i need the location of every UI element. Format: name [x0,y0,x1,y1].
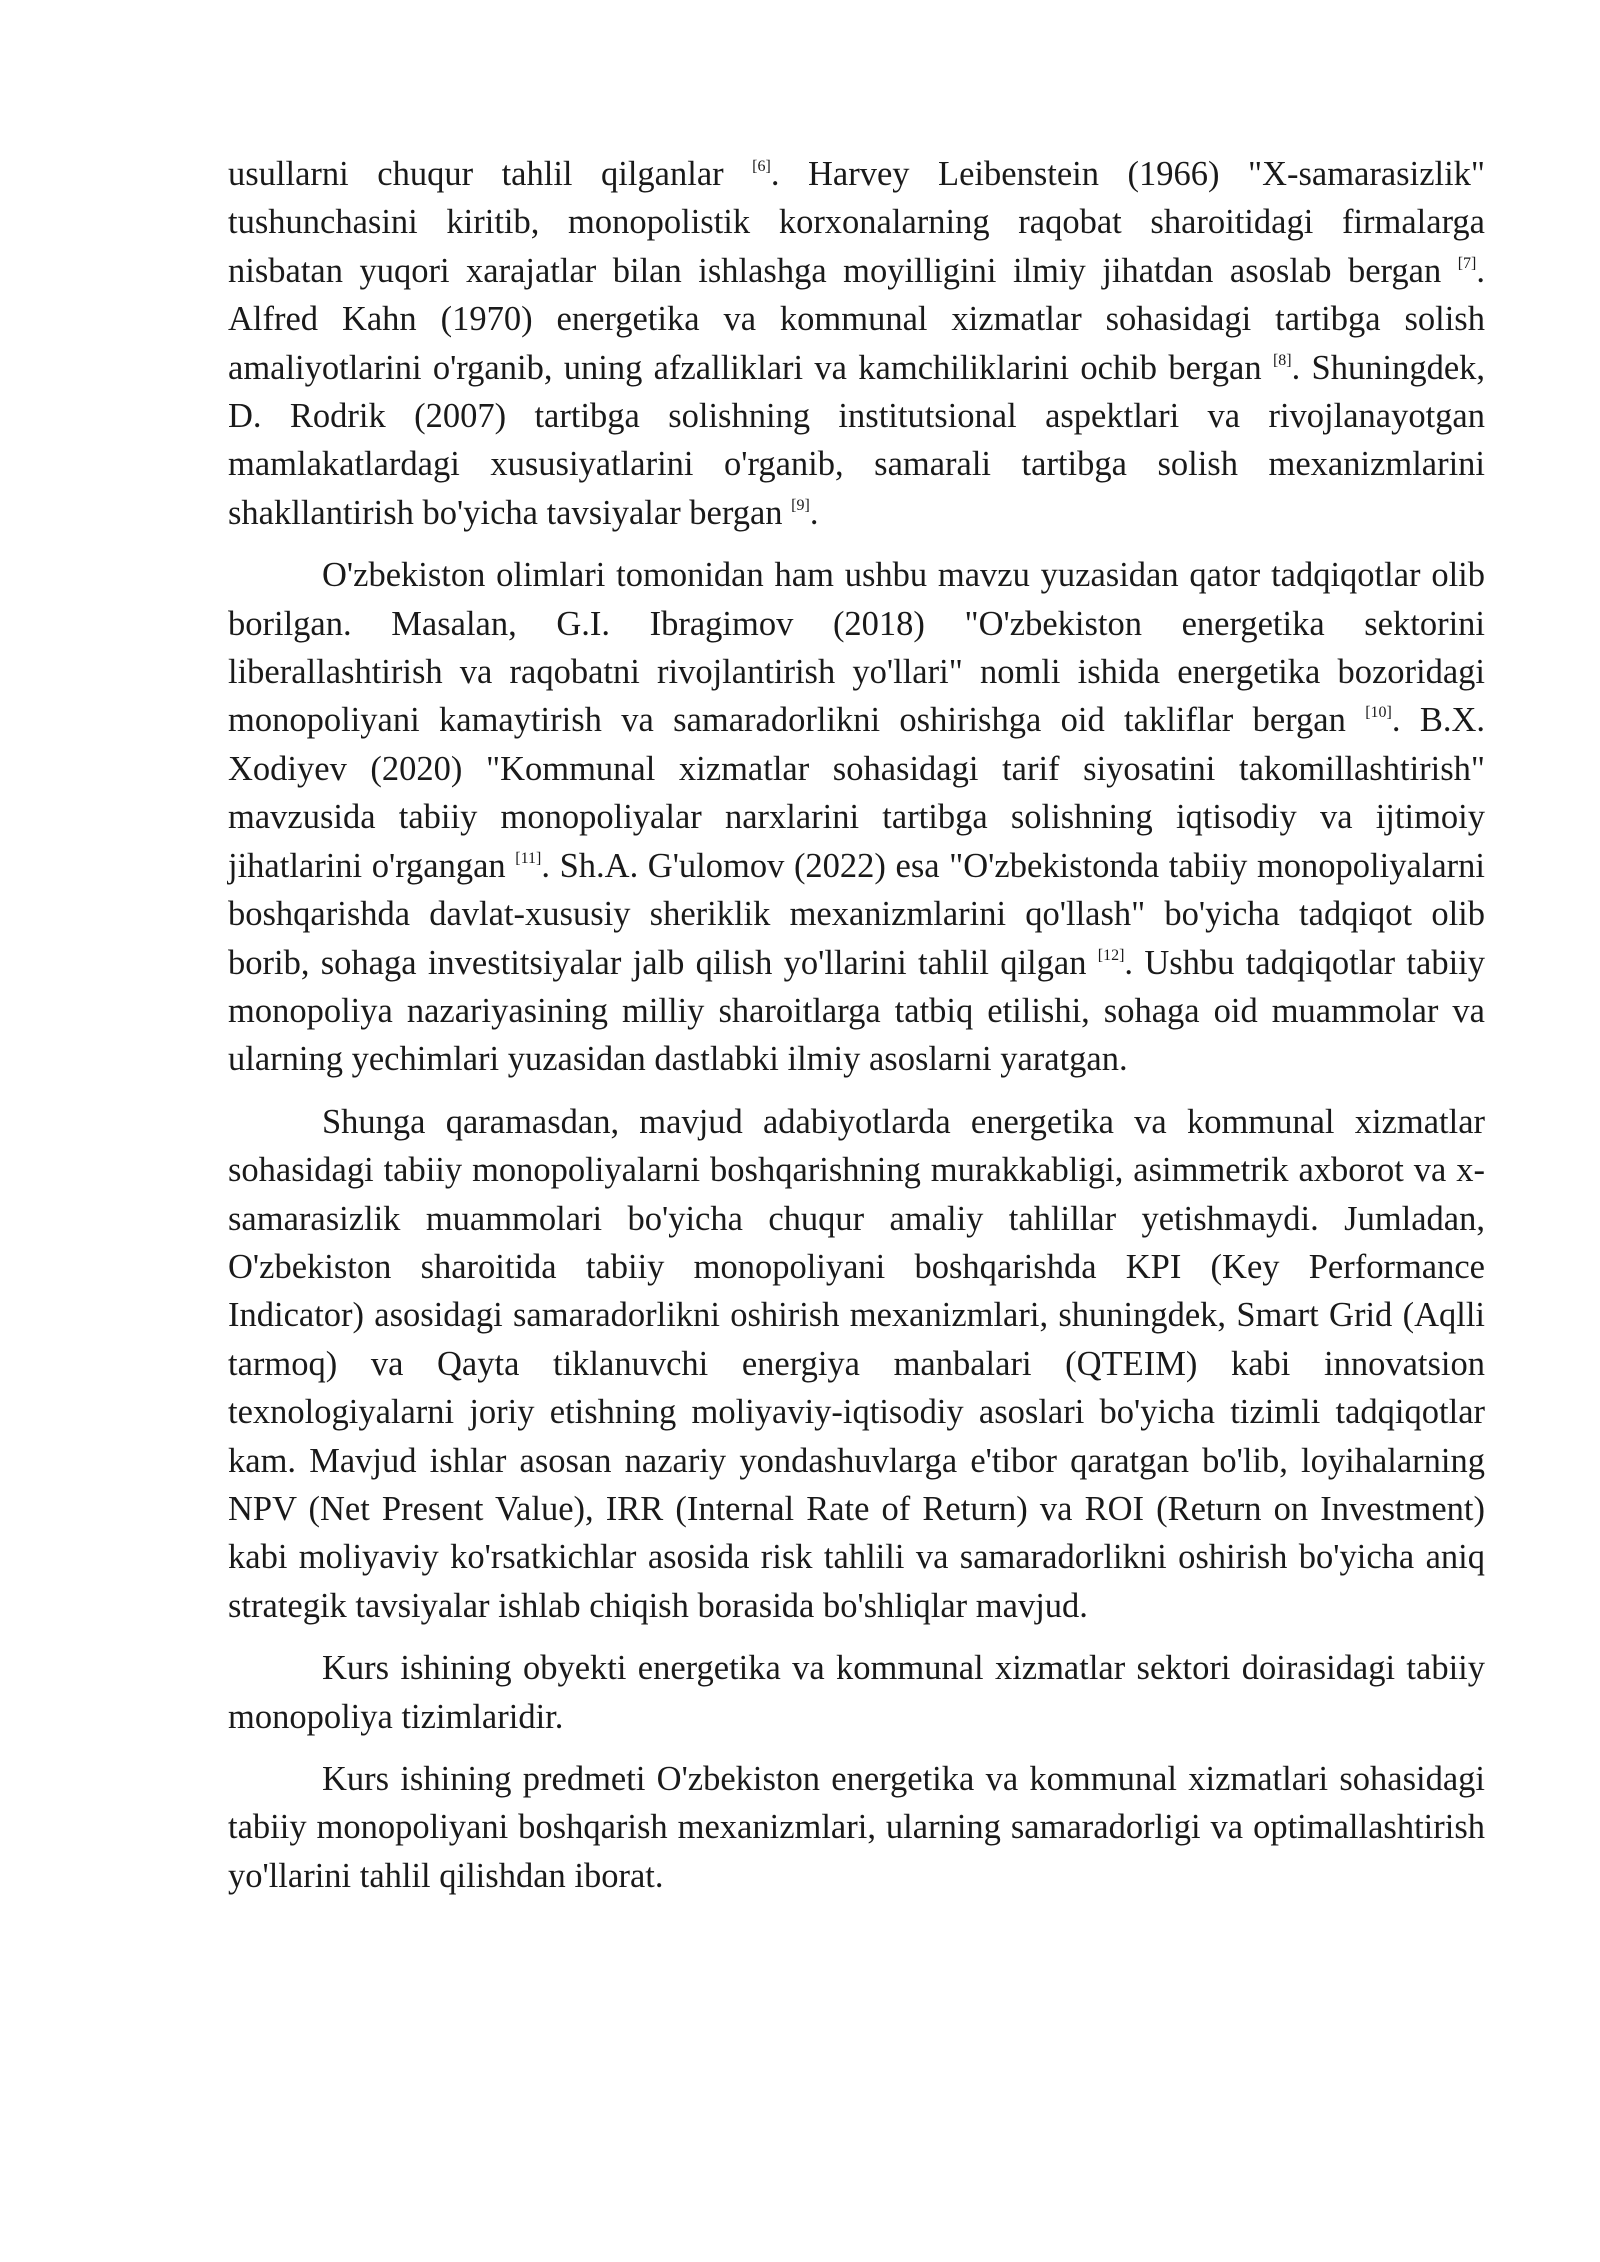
paragraph-text: Kurs ishining obyekti energetika va kommunal xizmatlar sektori doirasidagi tabiiy monopoliya tizimlaridir. [228,1649,1485,1736]
paragraph-text: O'zbekiston olimlari tomonidan ham ushbu mavzu yuzasidan qator tadqiqotlar olib borilgan. Masalan, G.I. Ibragimov (2018) "O'zbekiston energetika sektorini liberallashtirish va raqobatni rivojlantirish yo'llari" nomli ishida energetika bozoridagi monopoliyani kamaytirish va samaradorlikni oshirishga oid takliflar bergan [228,556,1485,740]
citation-ref: [8] [1272,351,1292,369]
citation-ref: [12] [1097,946,1125,964]
citation-ref: [7] [1457,254,1477,272]
citation-ref: [6] [752,158,771,175]
paragraph-subject [228,1755,1485,1900]
paragraph-text: . Alfred Kahn (1970) energetika va kommunal xizmatlar sohasidagi tartibga solish amaliyotlarini o'rganib, uning afzalliklari va kamchiliklarini ochib bergan [228,251,1485,387]
paragraph-text: . Ushbu tadqiqotlar tabiiy monopoliya nazariyasining milliy sharoitlarga tatbiq etilishi, sohaga oid muammolar va ularning yechimlari yuzasidan dastlabki ilmiy asoslarni yaratgan. [228,943,1486,1079]
paragraph-object [228,1644,1485,1741]
citation-ref: [9] [791,496,810,514]
paragraph-research-gap [228,1098,1485,1630]
document-page [228,150,1485,1914]
paragraph-literature-local [228,551,1485,1083]
paragraph-text: Kurs ishining predmeti O'zbekiston energetika va kommunal xizmatlari sohasidagi tabiiy monopoliyani boshqarish mexanizmlari, ularning samaradorligi va optimallashtirish yo'llarini tahlil qilishdan iborat. [228,1760,1485,1895]
citation-ref: [11] [515,849,542,867]
paragraph-text: . Sh.A. G'ulomov (2022) esa "O'zbekistonda tabiiy monopoliyalarni boshqarishda davlat-xususiy sheriklik mexanizmlarini qo'llash" bo'yicha tadqiqot olib borib, sohaga investitsiyalar jalb qilish yo'llarini tahlil qilgan [228,846,1485,982]
paragraph-text: . [809,493,819,532]
paragraph-text: Shunga qaramasdan, mavjud adabiyotlarda energetika va kommunal xizmatlar sohasidagi tabiiy monopoliyalarni boshqarishning murakkabligi, asimmetrik axborot va x-samarasizlik muammolari bo'yicha chuqur amaliy tahlillar yetishmaydi. Jumladan, O'zbekiston sharoitida tabiiy monopoliyani boshqarishda KPI (Key Performance Indicator) asosidagi samaradorlikni oshirish mexanizmlari, shuningdek, Smart Grid (Aqlli tarmoq) va Qayta tiklanuvchi energiya manbalari (QTEIM) kabi innovatsion texnologiyalarni joriy etishning moliyaviy-iqtisodiy asoslari bo'yicha tizimli tadqiqotlar kam. Mavjud ishlar asosan nazariy yondashuvlarga e'tibor qaratgan bo'lib, loyihalarning NPV (Net Present Value), IRR (Internal Rate of Return) va ROI (Return on Investment) kabi moliyaviy ko'rsatkichlar asosida risk tahlili va samaradorlikni oshirish bo'yicha aniq strategik tavsiyalar ishlab chiqish borasida bo'shliqlar mavjud. [228,1102,1485,1625]
paragraph-text: . Harvey Leibenstein (1966) "X-samarasizlik" tushunchasini kiritib, monopolistik korxonalarning raqobat sharoitidagi firmalarga nisbatan yuqori xarajatlar bilan ishlashga moyilligini ilmiy jihatdan asoslab bergan [228,155,1486,290]
paragraph-text: . B.X. Xodiyev (2020) "Kommunal xizmatlar sohasidagi tarif siyosatini takomillashtirish" mavzusida tabiiy monopoliyalar narxlarini tartibga solishning iqtisodiy va ijtimoiy jihatlarini o'rgangan [228,701,1485,885]
paragraph-literature-foreign [228,150,1485,537]
paragraph-text: usullarni chuqur tahlil qilganlar [228,155,753,193]
paragraph-text: . Shuningdek, D. Rodrik (2007) tartibga solishning institutsional aspektlari va rivojlanayotgan mamlakatlardagi xususiyatlarini o'rganib, samarali tartibga solish mexanizmlarini shakllantirish bo'yicha tavsiyalar bergan [228,348,1486,532]
citation-ref: [10] [1365,704,1392,722]
